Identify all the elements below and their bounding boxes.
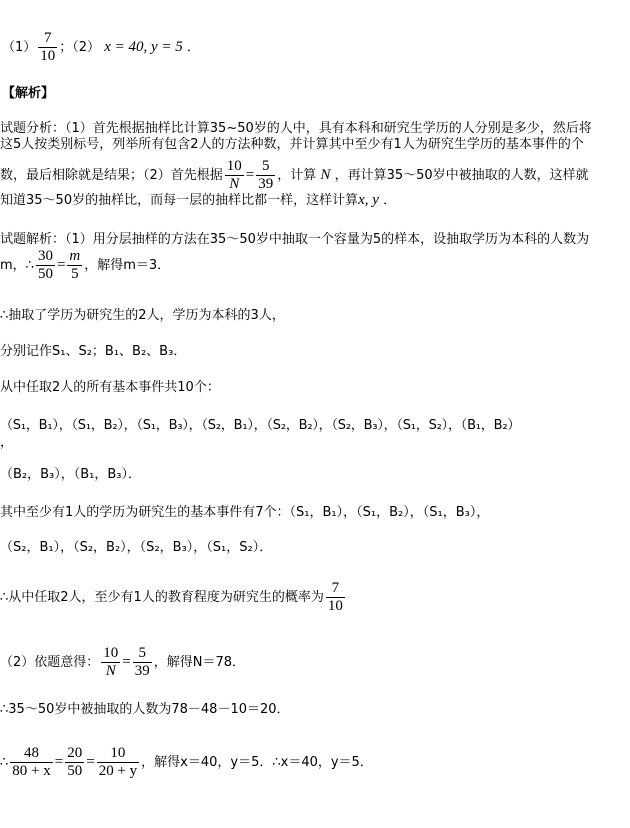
fraction-denominator: 39 <box>258 176 274 192</box>
fraction-numerator: 48 <box>10 745 52 763</box>
solution-text: ∴ <box>0 755 9 770</box>
equals-sign: = <box>86 754 95 770</box>
solution-line-12 <box>0 645 245 680</box>
idea-text: ，计算 <box>277 168 317 183</box>
fraction-denominator: 5 <box>71 266 79 282</box>
fraction-denominator: 80 + x <box>12 763 51 779</box>
m-fraction <box>67 248 82 283</box>
fraction-denominator: 50 <box>67 763 83 779</box>
variable: N <box>320 167 331 183</box>
fraction-numerator: m <box>69 248 81 264</box>
fraction-numerator: 7 <box>38 30 57 48</box>
fraction-denominator: 20 + y <box>98 763 138 779</box>
idea-text: ． <box>383 193 397 208</box>
answer-expression: x = 40, y = 5 <box>104 39 183 55</box>
solution-line-14 <box>0 745 373 780</box>
fraction-numerator: 10 <box>226 158 242 174</box>
idea-line-1: 试题分析：（1）首先根据抽样比计算35~50岁的人中，具有本科和研究生学历的人分别是多少，然后将 <box>0 121 592 136</box>
solution-line-9: 其中至少有1人的学历为研究生的基本事件有7个：（S₁，B₁），（S₁，B₂），（S₁，B₃）， <box>0 505 490 520</box>
solution-line-8: （B₂，B₃），（B₁，B₃）． <box>0 467 142 482</box>
fraction-numerator: 10 <box>97 745 139 763</box>
solution-line-6: （S₁，B₁），（S₁，B₂），（S₁，B₃），（S₂，B₁），（S₂，B₂），（S₂，B₃），（S₁，S₂），（B₁，B₂） <box>0 418 521 433</box>
xy-fraction-1 <box>10 745 52 780</box>
idea-text: 知道35～50岁的抽样比，而每一层的抽样比都一样，这样计算 <box>0 193 359 208</box>
solution-text: ，解得m＝3． <box>84 258 171 273</box>
sample-fraction <box>36 248 55 283</box>
idea-line-4 <box>0 192 396 209</box>
solution-text: ，解得N＝78． <box>153 655 246 670</box>
solution-line-11 <box>0 580 347 615</box>
idea-line-3 <box>0 158 589 193</box>
solution-line-4: 分别记作S₁、S₂；B₁、B₂、B₃． <box>0 344 187 359</box>
solution-text: （2）依题意得： <box>0 655 100 670</box>
solution-line-10: （S₂，B₁），（S₂，B₂），（S₂，B₃），（S₁，S₂）． <box>0 540 273 555</box>
fraction-denominator: 10 <box>40 48 56 64</box>
solution-text: ，解得x＝40，y＝5．∴x＝40，y＝5． <box>141 755 373 770</box>
answer-fraction <box>38 30 57 65</box>
solution-text: ∴从中任取2人，至少有1人的教育程度为研究生的概率为 <box>0 590 324 605</box>
solution-line-13: ∴35～50岁中被抽取的人数为78－48－10＝20． <box>0 702 290 717</box>
equals-sign: = <box>56 257 66 273</box>
xy-fraction-3 <box>97 745 139 780</box>
fraction-numerator: 30 <box>37 248 53 264</box>
ratio-fraction-right <box>256 158 275 193</box>
fraction-denominator: 50 <box>37 266 53 282</box>
answer-end: ． <box>186 40 200 55</box>
analysis-header: 【解析】 <box>2 86 55 101</box>
fraction-denominator: N <box>229 176 240 192</box>
equals-sign: = <box>122 654 131 670</box>
probability-fraction <box>326 580 345 615</box>
fraction-denominator: N <box>105 663 116 679</box>
idea-text: 数，最后相除就是结果；（2）首先根据 <box>0 168 223 183</box>
fraction-numerator: 20 <box>67 745 83 761</box>
solution-text: m，∴ <box>0 258 34 273</box>
fraction-numerator: 10 <box>103 645 119 661</box>
answer-line <box>2 30 200 65</box>
idea-text: ，再计算35～50岁中被抽取的人数，这样就 <box>334 168 589 183</box>
solution-line-3: ∴抽取了学历为研究生的2人，学历为本科的3人， <box>0 308 285 323</box>
fraction-denominator: 10 <box>327 598 343 614</box>
xy-fraction-2 <box>65 745 84 780</box>
solution-line-2 <box>0 248 170 283</box>
n-fraction-right <box>133 645 152 680</box>
n-fraction-left <box>101 645 120 680</box>
ratio-fraction-left <box>225 158 244 193</box>
fraction-numerator: 5 <box>133 645 152 663</box>
solution-line-7: ， <box>0 435 14 450</box>
solution-line-1: 试题解析：（1）用分层抽样的方法在35～50岁中抽取一个容量为5的样本，设抽取学历为本科的人数为 <box>0 232 590 247</box>
part2-label: ；（2） <box>59 40 101 55</box>
equals-sign: = <box>54 754 64 770</box>
part1-label: （1） <box>2 40 37 55</box>
solution-line-5: 从中任取2人的所有基本事件共10个： <box>0 380 220 395</box>
fraction-numerator: 5 <box>256 158 275 176</box>
equals-sign: = <box>245 167 255 183</box>
fraction-denominator: 39 <box>134 663 150 679</box>
idea-line-2: 这5人按类别标号，列举所有包含2人的方法种数，并计算其中至少有1人为研究生学历的基本事件的个 <box>0 137 584 152</box>
variables: x, y <box>358 192 379 208</box>
fraction-numerator: 7 <box>326 580 345 598</box>
